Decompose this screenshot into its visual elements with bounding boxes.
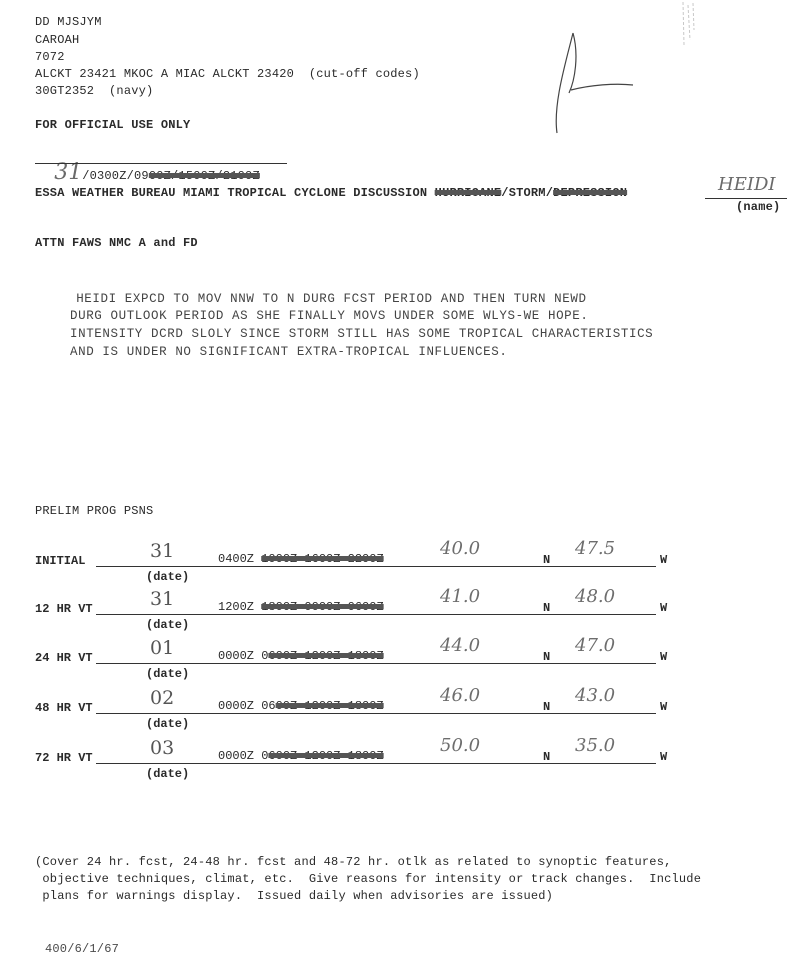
row-time xyxy=(218,749,384,763)
row-lat-unit: N xyxy=(543,650,551,664)
row-date-handwritten: 02 xyxy=(150,687,175,709)
row-date-handwritten: 03 xyxy=(150,737,175,759)
attn-line: ATTN FAWS NMC A and FD xyxy=(35,236,198,250)
title-struck-depression: DEPRESSION xyxy=(553,186,628,200)
row-underline xyxy=(96,566,656,567)
margin-scratch-mark xyxy=(678,0,700,50)
row-label: INITIAL xyxy=(35,554,86,568)
row-latitude-handwritten: 41.0 xyxy=(440,586,481,607)
row-time-struck: 00Z 1200Z 1800Z xyxy=(275,699,384,713)
row-time-struck: 600Z 1200Z 1800Z xyxy=(268,649,384,663)
row-lon-unit: W xyxy=(660,700,668,714)
row-underline xyxy=(96,713,656,714)
row-lat-unit: N xyxy=(543,553,551,567)
row-time xyxy=(218,552,384,566)
row-underline xyxy=(96,663,656,664)
row-longitude-handwritten: 35.0 xyxy=(575,735,616,756)
storm-name-handwritten: HEIDI xyxy=(718,174,776,195)
title-prefix: ESSA WEATHER BUREAU MIAMI TROPICAL CYCLONE DISCUSSION xyxy=(35,186,435,200)
row-date-handwritten: 01 xyxy=(150,637,175,659)
discussion-title xyxy=(35,183,627,201)
row-time-selected: 0000Z 0 xyxy=(218,749,269,763)
signature-mark xyxy=(545,25,665,140)
row-lon-unit: W xyxy=(660,650,668,664)
row-time-struck: 1000Z 1600Z 2200Z xyxy=(261,552,384,566)
header-line-4: ALCKT 23421 MKOC A MIAC ALCKT 23420 (cut-off codes) xyxy=(35,67,420,81)
row-longitude-handwritten: 47.5 xyxy=(575,538,616,559)
header-line-1: DD MJSJYM xyxy=(35,15,102,29)
row-lon-unit: W xyxy=(660,601,668,615)
row-time xyxy=(218,699,384,713)
prelim-heading: PRELIM PROG PSNS xyxy=(35,504,154,518)
row-time-selected: 0000Z 0 xyxy=(218,649,269,663)
row-label: 48 HR VT xyxy=(35,701,93,715)
row-label: 24 HR VT xyxy=(35,651,93,665)
discussion-line-1: HEIDI EXPCD TO MOV NNW TO N DURG FCST PERIOD AND THEN TURN NEWD xyxy=(60,292,587,306)
row-latitude-handwritten: 44.0 xyxy=(440,635,481,656)
dtg-handwritten: 31 xyxy=(54,160,83,185)
header-line-3: 7072 xyxy=(35,50,65,64)
row-latitude-handwritten: 40.0 xyxy=(440,538,481,559)
row-date-label: (date) xyxy=(146,570,190,584)
name-underline xyxy=(705,198,787,199)
row-lat-unit: N xyxy=(543,750,551,764)
row-time-selected: 0000Z 06 xyxy=(218,699,276,713)
instructions-line-1: (Cover 24 hr. fcst, 24-48 hr. fcst and 48-72 hr. otlk as related to synoptic features, xyxy=(35,855,672,869)
row-time-struck: 600Z 1200Z 1800Z xyxy=(268,749,384,763)
form-number: 400/6/1/67 xyxy=(45,942,120,956)
row-longitude-handwritten: 43.0 xyxy=(575,685,616,706)
dtg-typed: /0300Z/09 xyxy=(82,169,149,183)
row-underline xyxy=(96,763,656,764)
discussion-line-2: DURG OUTLOOK PERIOD AS SHE FINALLY MOVS UNDER SOME WLYS-WE HOPE. xyxy=(70,309,589,323)
row-lat-unit: N xyxy=(543,601,551,615)
row-date-label: (date) xyxy=(146,767,190,781)
header-line-5: 30GT2352 (navy) xyxy=(35,84,154,98)
row-date-label: (date) xyxy=(146,667,190,681)
row-label: 72 HR VT xyxy=(35,751,93,765)
instructions-line-2: objective techniques, climat, etc. Give reasons for intensity or track changes. Include xyxy=(35,872,702,886)
name-label: (name) xyxy=(736,200,781,214)
discussion-line-3: INTENSITY DCRD SLOLY SINCE STORM STILL HAS SOME TROPICAL CHARACTERISTICS xyxy=(70,327,654,341)
row-time xyxy=(218,600,384,614)
dtg-struck: 00Z/1500Z/2100Z xyxy=(148,169,260,183)
row-label: 12 HR VT xyxy=(35,602,93,616)
row-lat-unit: N xyxy=(543,700,551,714)
row-longitude-handwritten: 48.0 xyxy=(575,586,616,607)
row-date-handwritten: 31 xyxy=(150,588,175,610)
header-line-2: CAROAH xyxy=(35,33,80,47)
row-latitude-handwritten: 46.0 xyxy=(440,685,481,706)
row-date-label: (date) xyxy=(146,717,190,731)
row-latitude-handwritten: 50.0 xyxy=(440,735,481,756)
row-underline xyxy=(96,614,656,615)
row-time-selected: 0400Z xyxy=(218,552,262,566)
row-date-handwritten: 31 xyxy=(150,540,175,562)
instructions-line-3: plans for warnings display. Issued daily when advisories are issued) xyxy=(35,889,554,903)
row-date-label: (date) xyxy=(146,618,190,632)
row-lon-unit: W xyxy=(660,750,668,764)
row-time-struck: 1800Z 0000Z 0600Z xyxy=(261,600,384,614)
row-lon-unit: W xyxy=(660,553,668,567)
title-storm: /STORM/ xyxy=(501,186,554,200)
row-longitude-handwritten: 47.0 xyxy=(575,635,616,656)
row-time-selected: 1200Z xyxy=(218,600,262,614)
dtg-underline xyxy=(35,163,287,164)
discussion-line-4: AND IS UNDER NO SIGNIFICANT EXTRA-TROPICAL INFLUENCES. xyxy=(70,345,508,359)
row-time xyxy=(218,649,384,663)
official-use-notice: FOR OFFICIAL USE ONLY xyxy=(35,118,191,132)
title-struck-hurricane: HURRICANE xyxy=(434,186,502,200)
